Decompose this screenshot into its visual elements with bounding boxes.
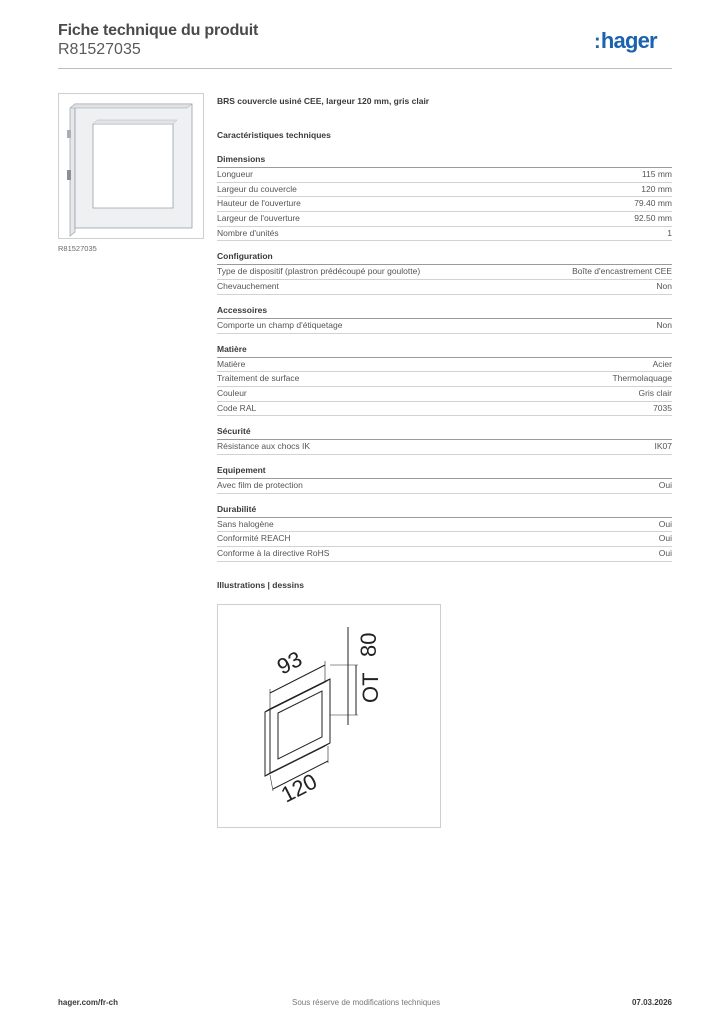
- spec-row: Sans halogène Oui: [217, 518, 672, 533]
- section-title: Configuration: [217, 251, 672, 265]
- section-durabilite: [217, 504, 672, 562]
- section-title: Dimensions: [217, 154, 672, 168]
- section-securite: [217, 426, 672, 455]
- section-dimensions: [217, 154, 672, 241]
- product-reference: R81527035: [58, 41, 141, 58]
- spec-row: Nombre d'unités 1: [217, 227, 672, 242]
- spec-row: Type de dispositif (plastron prédécoupé pour goulotte) Boîte d'encastrement CEE: [217, 265, 672, 280]
- section-title: Sécurité: [217, 426, 672, 440]
- dimension-drawing: [217, 604, 441, 828]
- spec-row: Conformité REACH Oui: [217, 532, 672, 547]
- footer-website-link[interactable]: hager.com/fr-ch: [58, 998, 119, 1007]
- spec-row: Couleur Gris clair: [217, 387, 672, 402]
- image-caption: R81527035: [58, 244, 97, 253]
- logo-text: hager: [600, 28, 657, 53]
- spec-row: Traitement de surface Thermolaquage: [217, 372, 672, 387]
- hager-logo[interactable]: :hager: [594, 28, 657, 53]
- spec-row: Largeur du couvercle 120 mm: [217, 183, 672, 198]
- page-title: Fiche technique du produit: [58, 22, 259, 39]
- spec-row: Chevauchement Non: [217, 280, 672, 295]
- specs-content: [217, 96, 672, 590]
- spec-row: Conforme à la directive RoHS Oui: [217, 547, 672, 562]
- spec-row: Matière Acier: [217, 358, 672, 373]
- spec-row: Longueur 115 mm: [217, 168, 672, 183]
- illustrations-title: Illustrations | dessins: [217, 579, 304, 590]
- footer-notice: Sous réserve de modifications techniques: [292, 998, 441, 1007]
- section-configuration: [217, 251, 672, 294]
- spec-row: Code RAL 7035: [217, 402, 672, 417]
- characteristics-title: Caractéristiques techniques: [217, 130, 331, 140]
- dim-label-120: 120: [276, 768, 321, 808]
- section-title: Accessoires: [217, 305, 672, 319]
- dim-label-93: 93: [272, 646, 307, 680]
- dim-label-80: 80: [356, 632, 381, 657]
- page-header: [58, 22, 258, 59]
- section-title: Equipement: [217, 465, 672, 479]
- footer-date: 07.03.2026: [631, 998, 672, 1007]
- section-equipement: [217, 465, 672, 494]
- spec-row: Hauteur de l'ouverture 79.40 mm: [217, 197, 672, 212]
- section-title: Durabilité: [217, 504, 672, 518]
- section-matiere: [217, 344, 672, 417]
- product-description: BRS couvercle usiné CEE, largeur 120 mm, gris clair: [217, 96, 430, 106]
- spec-row: Comporte un champ d'étiquetage Non: [217, 319, 672, 334]
- product-image: [58, 93, 204, 239]
- spec-row: Largeur de l'ouverture 92.50 mm: [217, 212, 672, 227]
- section-accessoires: [217, 305, 672, 334]
- section-title: Matière: [217, 344, 672, 358]
- header-divider: [58, 68, 672, 69]
- spec-row: Avec film de protection Oui: [217, 479, 672, 494]
- spec-row: Résistance aux chocs IK IK07: [217, 440, 672, 455]
- dim-label-ot: OT: [358, 672, 383, 703]
